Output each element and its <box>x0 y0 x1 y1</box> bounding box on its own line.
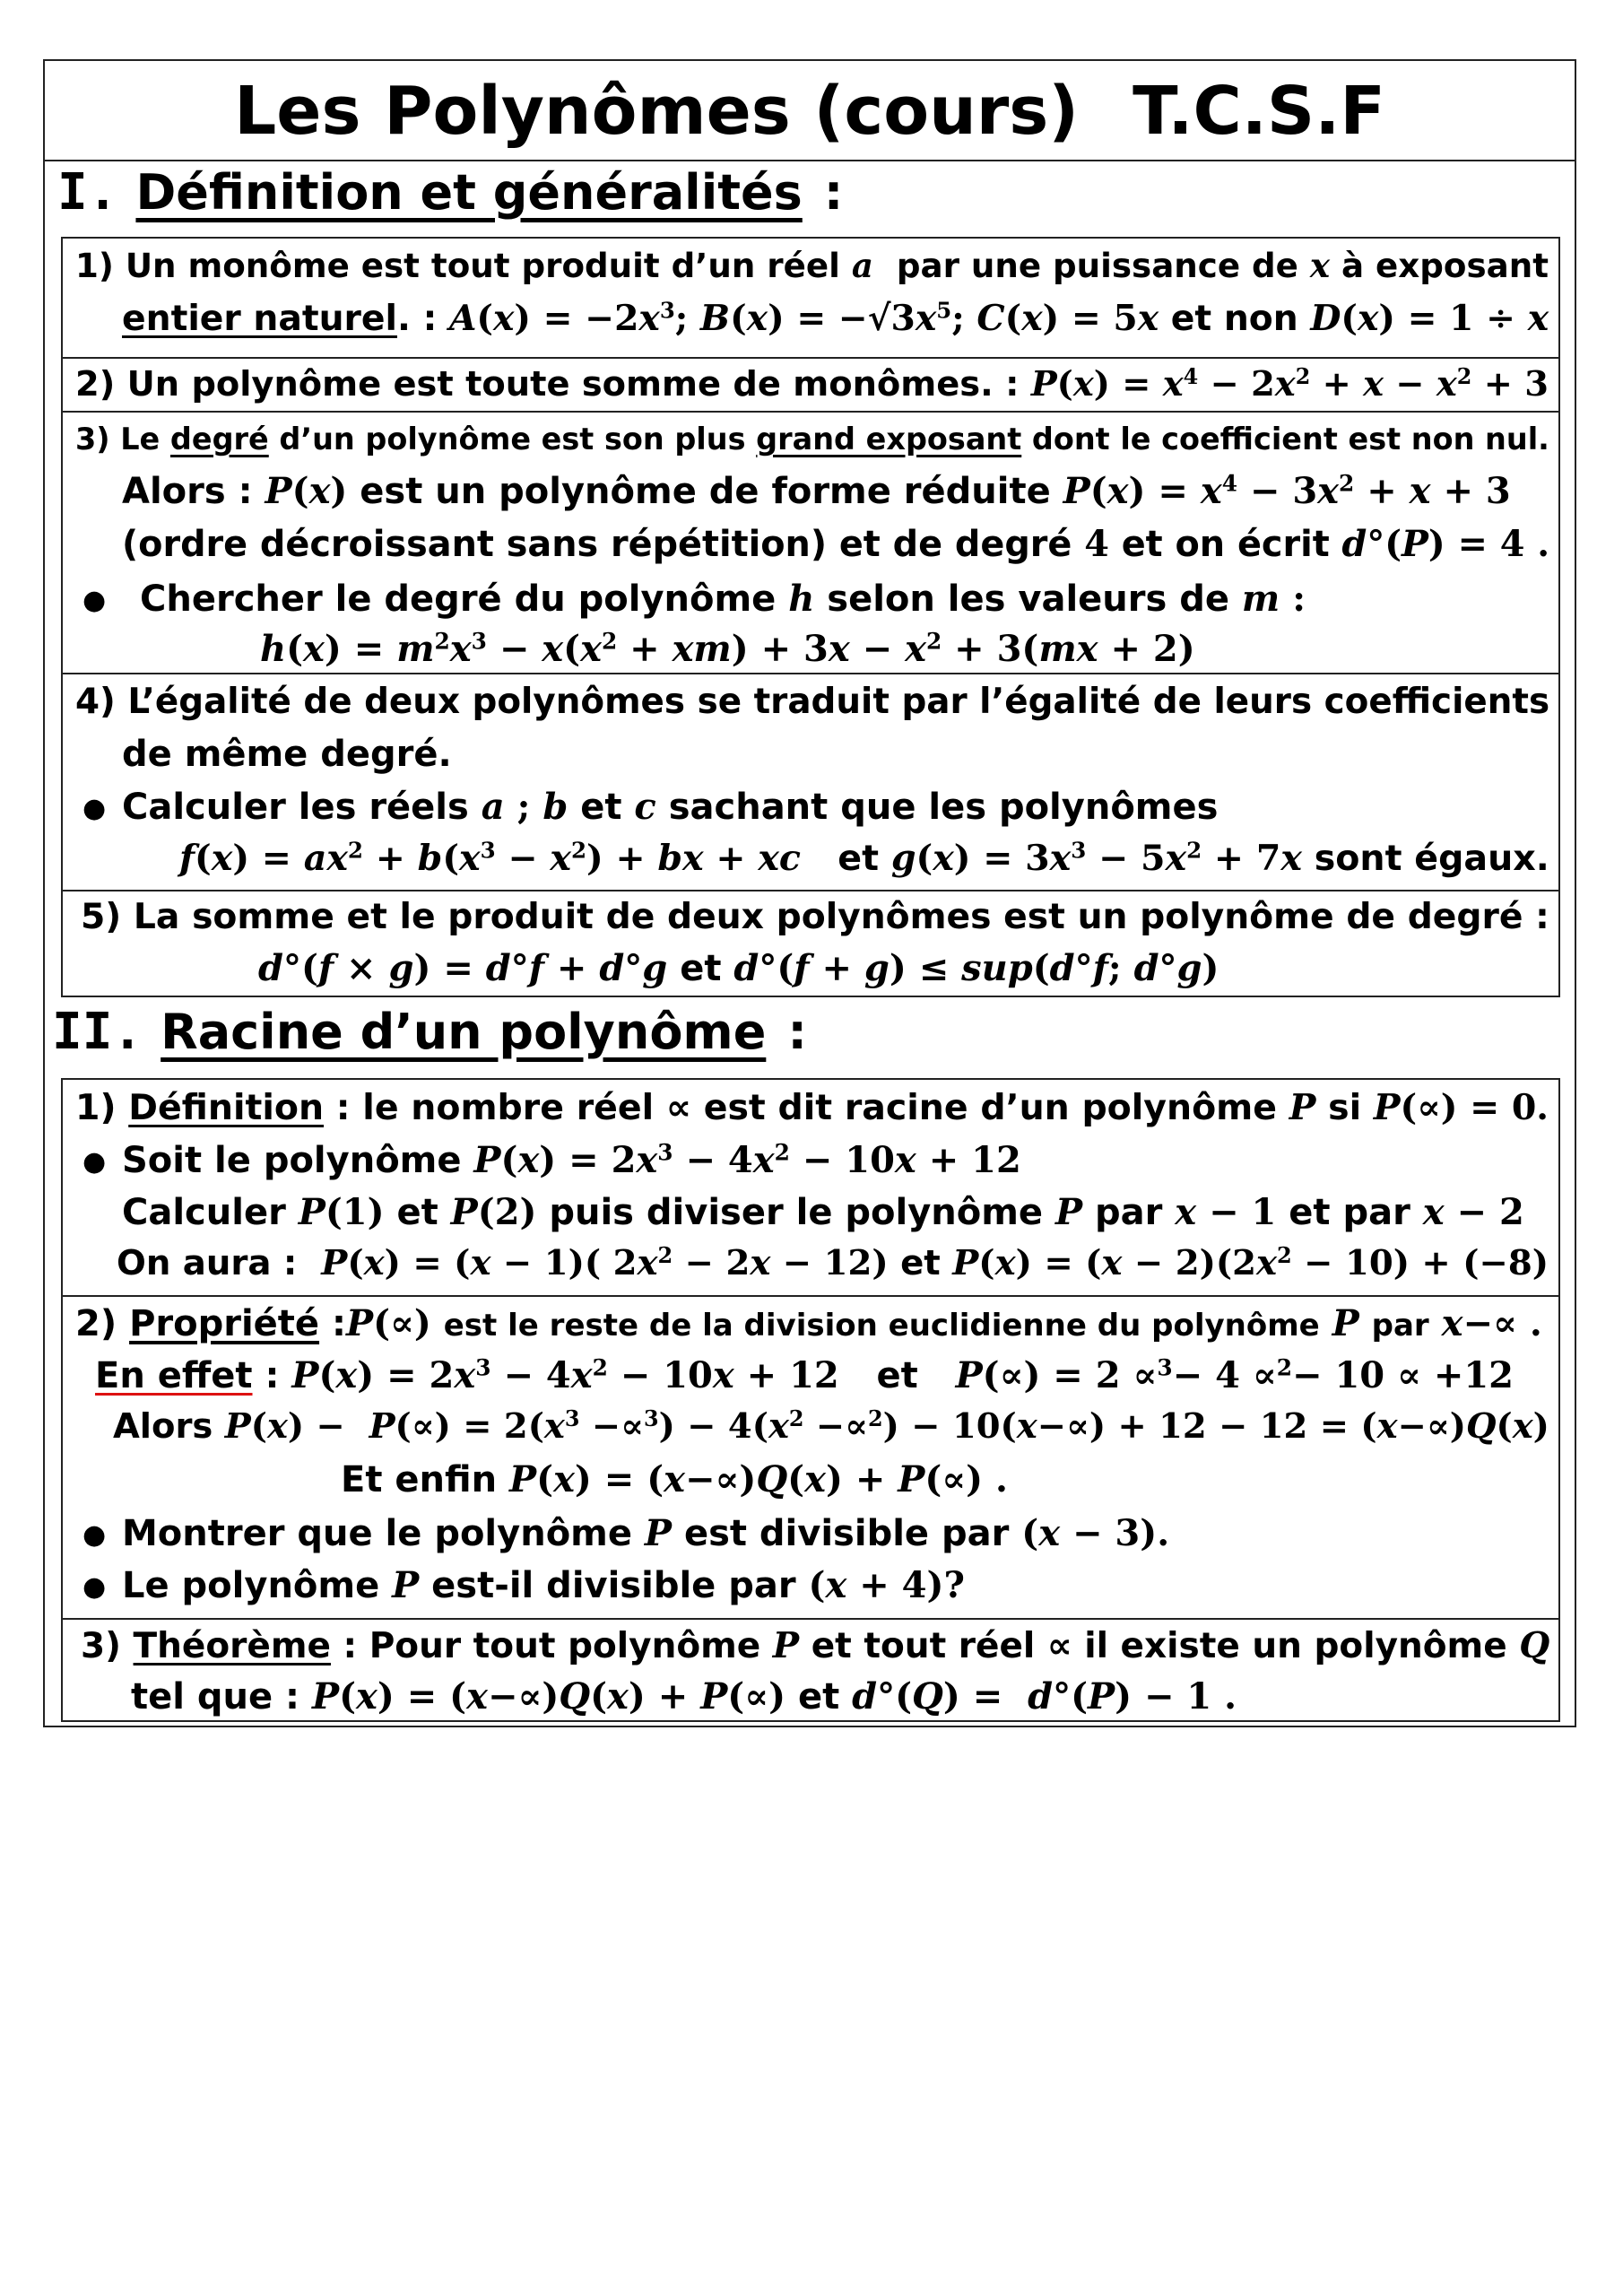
text: On aura : <box>117 1243 298 1283</box>
text: 2) Un polynôme est toute somme de monômes. : <box>75 364 1020 404</box>
text: : Pour tout polynôme <box>343 1626 761 1666</box>
bullet-icon: ● <box>82 585 107 616</box>
text: : le nombre réel ∝ est dit racine d’un polynôme <box>335 1087 1278 1128</box>
item-polynome <box>63 359 1558 413</box>
course-sheet <box>43 59 1576 1727</box>
text: Et enfin <box>341 1459 498 1500</box>
text: selon les valeurs de <box>827 578 1229 620</box>
line: 2) Un polynôme est toute somme de monômes. : $P(x) = x^4 - 2x^2 + x - x^2 + 3$ <box>75 363 1549 404</box>
line: Chercher le degré du polynôme h selon les valeurs de m : <box>140 578 1306 620</box>
item-somme-produit <box>63 891 1558 997</box>
text: 3) <box>81 1626 121 1666</box>
line <box>75 422 1549 457</box>
line: Alors $P(x) - P(\propto) = 2(x^3 -\propto^3) - 4(x^2 -\propto^2) - 10(x-\propto) + 12 - 12 = (x-\propto)Q(x)$ <box>113 1405 1549 1447</box>
bullet-icon: ● <box>82 1146 107 1178</box>
text: sachant que les polynômes <box>668 787 1219 828</box>
line: On aura : P(x) = (x − 1)( $2x^2 - 2x - 12$) et $P(x) = (x - 2)(2x^2 - 10) + (-8)$ <box>117 1242 1549 1283</box>
text: et <box>680 948 722 989</box>
line: Le polynôme P est-il divisible par (x + 4)? <box>122 1564 965 1606</box>
item-theoreme <box>63 1620 1558 1722</box>
section-1-box <box>61 237 1560 997</box>
item-degre <box>63 413 1558 674</box>
text: Alors : <box>122 471 253 512</box>
text: est divisible par <box>683 1513 1010 1554</box>
formula: d°(f × g) = d°f + d°g et d°(f + g) ≤ sup(d°f; d°g) <box>258 947 1219 989</box>
text: Calculer <box>122 1192 286 1233</box>
text: grand exposant <box>756 422 1022 457</box>
line: En effet : $P(x) = 2x^3 - 4x^2 - 10x + 12$ et P(∝) = 2 ∝$^3$− 4 ∝$^2$− 10 ∝ +12 <box>95 1354 1515 1396</box>
line: 3) Théorème : Pour tout polynôme P et tout réel ∝ il existe un polynôme Q <box>81 1625 1550 1666</box>
section-1-number: I. <box>57 163 118 222</box>
text: En effet <box>95 1355 253 1396</box>
section-2-heading <box>52 1003 807 1061</box>
text: 2) <box>75 1303 117 1344</box>
bullet-icon: ● <box>82 1571 107 1603</box>
text: et par <box>1289 1192 1410 1233</box>
text: et non <box>1170 299 1298 339</box>
text: par une puissance de <box>896 246 1298 285</box>
section-2-colon: : <box>787 1004 807 1060</box>
text: . : <box>397 299 438 339</box>
text: 4) L’égalité de deux polynômes se traduit par l’égalité de leurs coefficients <box>75 682 1550 722</box>
text: Calculer les réels <box>122 787 469 828</box>
text: et <box>838 838 880 879</box>
text: 1) <box>75 1087 117 1128</box>
item-propriete <box>63 1297 1558 1620</box>
text: est un polynôme de forme réduite <box>360 471 1051 512</box>
text: : <box>331 1303 346 1344</box>
text: et <box>396 1192 438 1233</box>
text: tel que : <box>131 1676 300 1718</box>
section-1-title: Définition et généralités <box>135 164 803 221</box>
text: est le reste de la division euclidienne du polynôme <box>443 1308 1320 1344</box>
line: 2) Propriété :P(∝) est le reste de la division euclidienne du polynôme P par x−∝ . <box>75 1302 1542 1344</box>
item-egalite <box>63 674 1558 891</box>
line: Et enfin P(x) = (x−∝)Q(x) + P(∝) . <box>341 1458 1008 1500</box>
section-1-colon: : <box>823 164 844 221</box>
item-racine-definition <box>63 1080 1558 1297</box>
text: dont le coefficient est non nul. <box>1031 422 1549 457</box>
text: Chercher le degré du polynôme <box>140 578 777 620</box>
text: (ordre décroissant sans répétition) et de degré <box>122 524 1072 565</box>
text: et <box>900 1243 941 1283</box>
text: Le polynôme <box>122 1565 380 1606</box>
item-monome <box>63 239 1558 359</box>
line: Soit le polynôme $P(x) = 2x^3 - 4x^2 - 10x + 12$ <box>122 1139 1021 1181</box>
text: Montrer que le polynôme <box>122 1513 632 1554</box>
text: Alors <box>113 1406 213 1447</box>
text: 3) Le <box>75 422 161 457</box>
text: Théorème <box>133 1626 331 1666</box>
text: et <box>580 787 622 828</box>
title-level: T.C.S.F <box>1133 73 1385 150</box>
section-2-box <box>61 1078 1560 1722</box>
text: par <box>1371 1308 1429 1344</box>
page-title <box>45 61 1575 161</box>
bullet-icon: ● <box>82 793 107 824</box>
text: est-il divisible par <box>431 1565 796 1606</box>
line <box>122 734 452 775</box>
line: Calculer P(1) et P(2) puis diviser le polynôme P par x − 1 et par x − 2 <box>122 1191 1524 1233</box>
text: et tout réel ∝ il existe un polynôme <box>811 1626 1507 1666</box>
text: sont égaux. <box>1314 838 1549 879</box>
text: de même degré. <box>122 734 452 775</box>
line: entier naturel. : $A(x) = -2x^3$; $B(x) = -√3x^5$; C(x) = 5x et non D(x) = 1 ÷ x <box>122 297 1549 339</box>
text: par <box>1095 1192 1163 1233</box>
text: et <box>797 1676 840 1718</box>
text: Soit le polynôme <box>122 1140 462 1181</box>
text: si <box>1328 1087 1362 1128</box>
line: 1) Un monôme est tout produit d’un réel a par une puissance de x à exposant <box>75 246 1549 285</box>
text: puis diviser le polynôme <box>549 1192 1044 1233</box>
section-2-title: Racine d’un polynôme <box>161 1004 767 1060</box>
section-1-heading <box>57 163 843 222</box>
text: Définition <box>128 1087 325 1128</box>
line: 1) Définition : le nombre réel ∝ est dit racine d’un polynôme P si P(∝) = 0. <box>75 1087 1549 1128</box>
text: 1) Un monôme est tout produit d’un réel <box>75 246 840 285</box>
line: Montrer que le polynôme P est divisible par (x − 3). <box>122 1512 1170 1554</box>
text: degré <box>169 422 269 457</box>
line <box>81 897 1549 937</box>
text: à exposant <box>1341 246 1549 285</box>
text: et <box>876 1355 918 1396</box>
formula: $h(x) = m^2x^3 - x(x^2 + xm) + 3x - x^2 + 3(mx + 2)$ <box>260 628 1195 670</box>
bullet-icon: ● <box>82 1519 107 1551</box>
line: tel que : P(x) = (x−∝)Q(x) + P(∝) et d°(Q) = d°(P) − 1 . <box>131 1675 1237 1718</box>
line: (ordre décroissant sans répétition) et de degré 4 et on écrit d°(P) = 4 . <box>122 524 1550 565</box>
line: Calculer les réels a ; b et c sachant que les polynômes <box>122 786 1219 828</box>
text: et on écrit <box>1121 524 1330 565</box>
formula: $f(x) = ax^2 + b(x^3 - x^2)$ + bx + xc et $g(x) = 3x^3 - 5x^2 + 7x$ sont égaux. <box>179 837 1549 879</box>
text: entier naturel <box>122 299 397 339</box>
section-2-number: II. <box>52 1003 143 1061</box>
text: 5) La somme et le produit de deux polynômes est un polynôme de degré : <box>81 897 1549 937</box>
line: Alors : P(x) est un polynôme de forme réduite $P(x) = x^4 - 3x^2 + x + 3$ <box>122 470 1511 512</box>
line <box>75 682 1549 722</box>
text: : <box>265 1355 280 1396</box>
title-main: Les Polynômes (cours) <box>234 73 1080 150</box>
text: Propriété <box>129 1303 320 1344</box>
text: d’un polynôme est son plus <box>279 422 746 457</box>
